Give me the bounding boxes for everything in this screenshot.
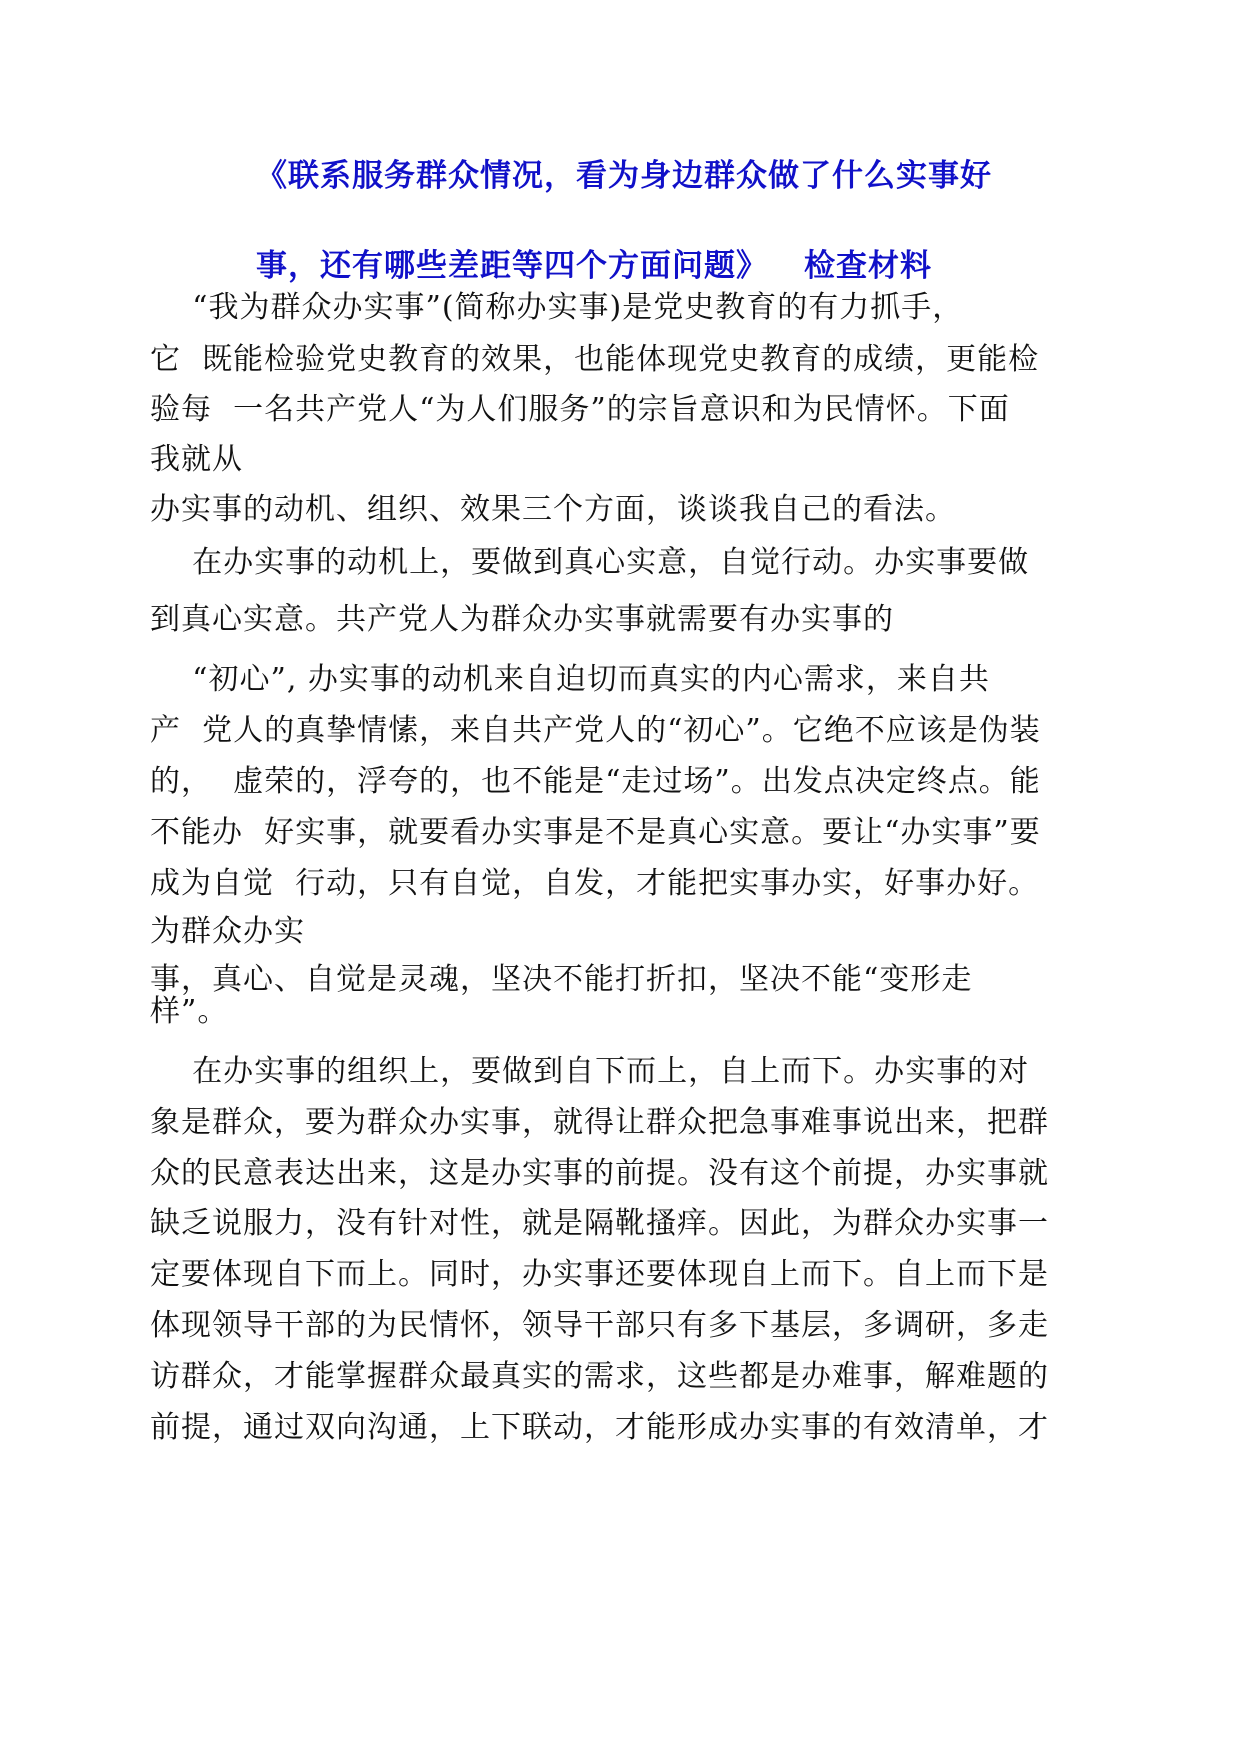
body-line: 前提，通过双向沟通，上下联动，才能形成办实事的有效清单，才 (150, 1410, 1049, 1445)
body-line: 不能办 好实事，就要看办实事是不是真心实意。要让“办实事”要 (150, 815, 1041, 850)
title-line-2-main: 事，还有哪些差距等四个方面问题》 (256, 248, 768, 284)
body-line: 验每 一名共产党人“为人们服务”的宗旨意识和为民情怀。下面 (150, 392, 1010, 427)
body-line: 办实事的动机、组织、效果三个方面，谈谈我自己的看法。 (150, 492, 956, 527)
document-title-line-1: 《联系服务群众情况，看为身边群众做了什么实事好 (256, 158, 992, 194)
body-line: “初心”, 办实事的动机来自迫切而真实的内心需求，来自共 (150, 662, 990, 697)
body-line: 它 既能检验党史教育的效果，也能体现党史教育的成绩，更能检 (150, 342, 1040, 377)
body-line: 样”。 (150, 994, 229, 1029)
body-line: 访群众，才能掌握群众最真实的需求，这些都是办难事，解难题的 (150, 1359, 1049, 1394)
body-line: 产 党人的真挚情愫，来自共产党人的“初心”。它绝不应该是伪装 (150, 713, 1041, 748)
body-line: 在办实事的动机上，要做到真心实意，自觉行动。办实事要做 (150, 545, 1030, 580)
document-title-line-2 (256, 240, 932, 285)
title-line-2-suffix: 检查材料 (804, 248, 932, 284)
body-line: 象是群众，要为群众办实事，就得让群众把急事难事说出来，把群 (150, 1105, 1049, 1140)
body-line: 在办实事的组织上，要做到自下而上，自上而下。办实事的对 (150, 1054, 1030, 1089)
body-line: 事，真心、自觉是灵魂，坚决不能打折扣，坚决不能“变形走 (150, 962, 973, 997)
body-line: 到真心实意。共产党人为群众办实事就需要有办实事的 (150, 602, 894, 637)
body-line: 我就从 (150, 442, 243, 477)
body-line: 的， 虚荣的，浮夸的，也不能是“走过场”。出发点决定终点。能 (150, 764, 1041, 799)
body-line: 定要体现自下而上。同时，办实事还要体现自上而下。自上而下是 (150, 1257, 1049, 1292)
body-line: 缺乏说服力，没有针对性，就是隔靴搔痒。因此，为群众办实事一 (150, 1206, 1049, 1241)
body-line: 体现领导干部的为民情怀，领导干部只有多下基层，多调研，多走 (150, 1308, 1049, 1343)
body-line: 为群众办实 (150, 914, 305, 949)
body-line: 众的民意表达出来，这是办实事的前提。没有这个前提，办实事就 (150, 1156, 1049, 1191)
body-line: 成为自觉 行动，只有自觉，自发，才能把实事办实，好事办好。 (150, 866, 1040, 901)
body-line: “我为群众办实事”(简称办实事)是党史教育的有力抓手， (150, 290, 964, 325)
